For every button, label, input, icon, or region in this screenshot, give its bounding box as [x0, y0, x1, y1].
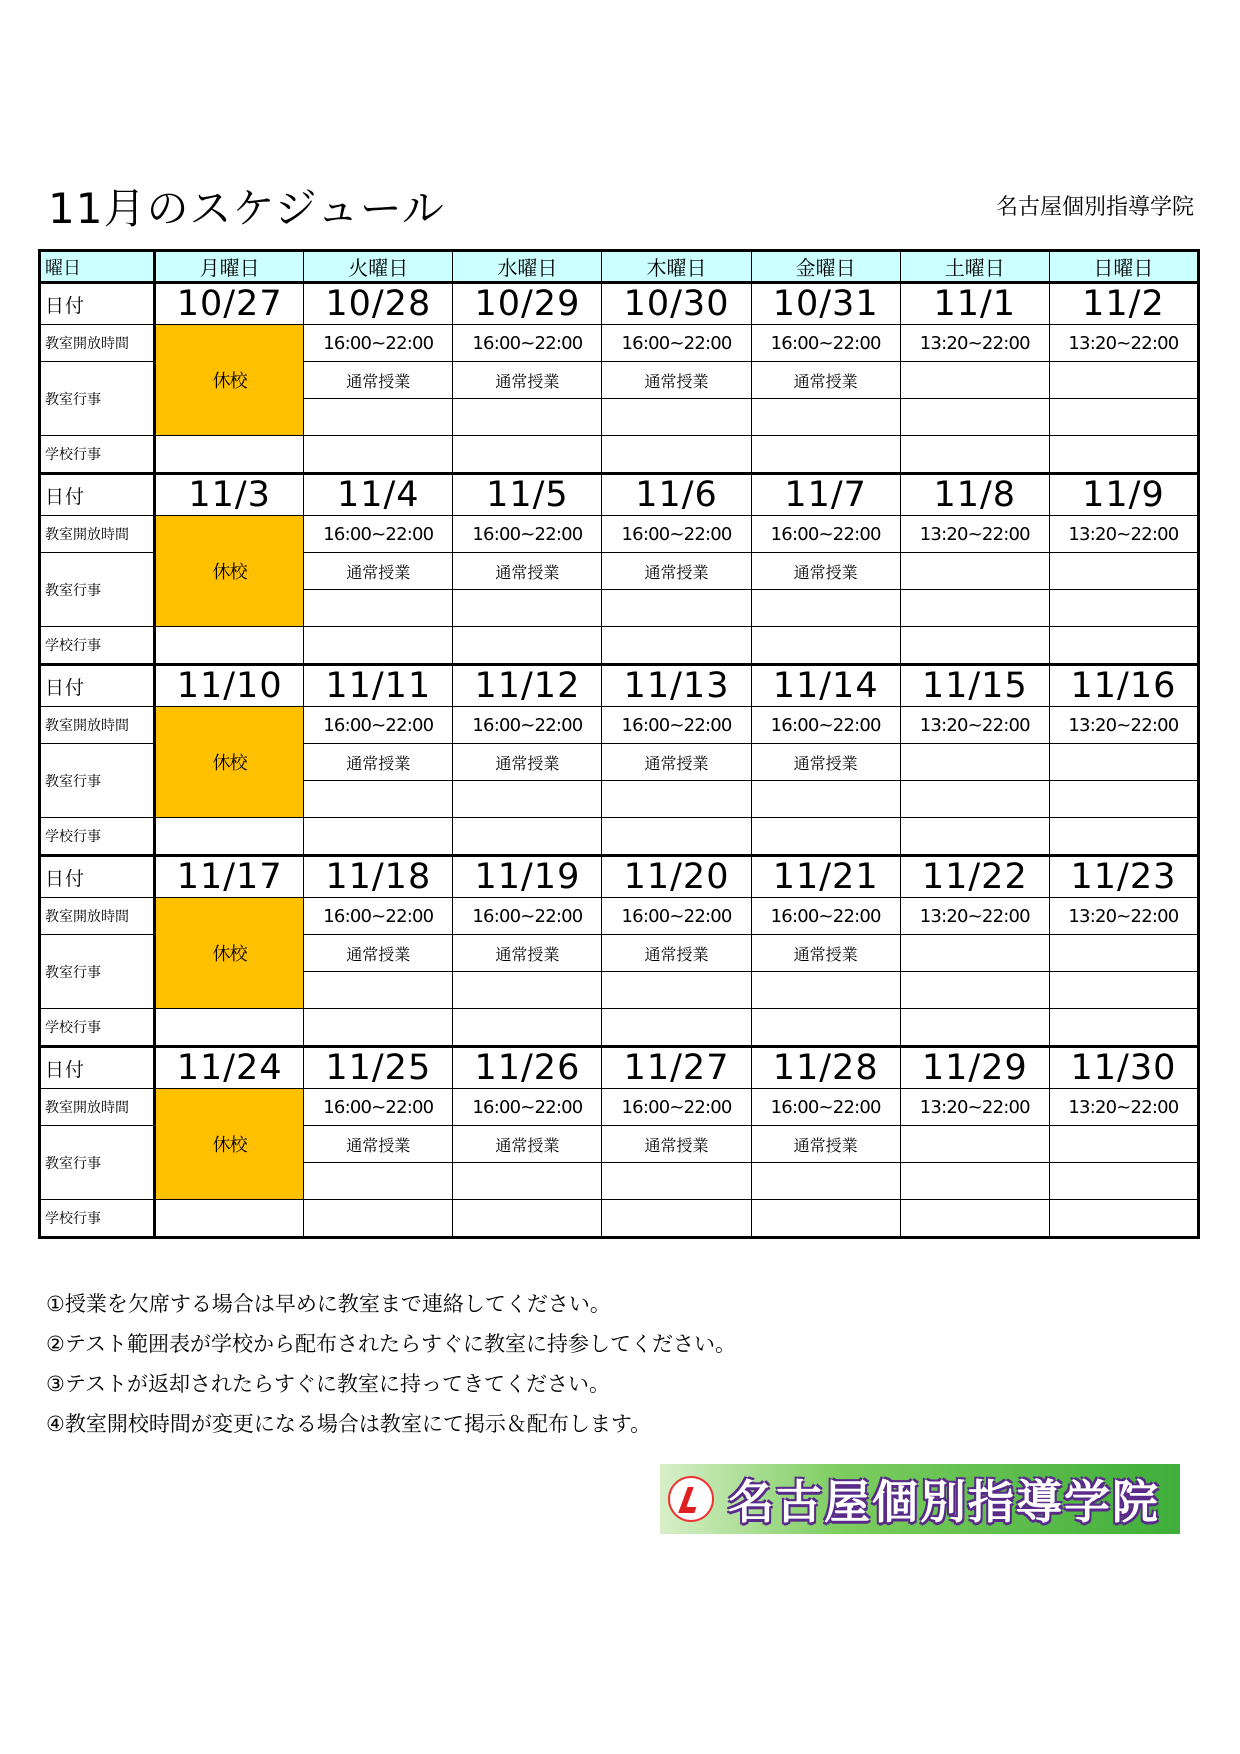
- date-cell: 11/16: [1049, 665, 1198, 707]
- school-event-cell: [751, 627, 900, 665]
- date-label: 日付: [40, 856, 155, 898]
- open-hours-cell: 13:20~22:00: [1049, 707, 1198, 744]
- school-events-label: 学校行事: [40, 436, 155, 474]
- class-events-label: 教室行事: [40, 935, 155, 1009]
- school-event-cell: [1049, 436, 1198, 474]
- closed-cell: 休校: [155, 516, 304, 627]
- open-hours-cell: 13:20~22:00: [1049, 516, 1198, 553]
- open-hours-cell: 16:00~22:00: [453, 325, 602, 362]
- school-events-row: [40, 818, 1199, 856]
- class-event-cell-blank: [453, 399, 602, 436]
- open-hours-cell: 16:00~22:00: [304, 516, 453, 553]
- date-cell: 11/11: [304, 665, 453, 707]
- class-event-cell: 通常授業: [453, 553, 602, 590]
- date-cell: 11/17: [155, 856, 304, 898]
- date-cell: 11/14: [751, 665, 900, 707]
- class-event-cell-blank: [751, 781, 900, 818]
- organization-name: 名古屋個別指導学院: [995, 195, 1194, 220]
- class-event-cell-blank: [1049, 972, 1198, 1009]
- note-item: ③テストが返却されたらすぐに教室に持ってきてください。: [46, 1372, 610, 1396]
- open-hours-cell: 16:00~22:00: [304, 1089, 453, 1126]
- open-hours-cell: 16:00~22:00: [453, 707, 602, 744]
- date-label: 日付: [40, 474, 155, 516]
- school-event-cell: [602, 436, 751, 474]
- class-event-cell-blank: [751, 1163, 900, 1200]
- date-cell: 11/5: [453, 474, 602, 516]
- open-hours-cell: 16:00~22:00: [602, 516, 751, 553]
- open-hours-cell: 16:00~22:00: [453, 1089, 602, 1126]
- note-item: ②テスト範囲表が学校から配布されたらすぐに教室に持参してください。: [46, 1332, 736, 1356]
- class-event-cell: 通常授業: [602, 744, 751, 781]
- class-event-cell: 通常授業: [751, 362, 900, 399]
- class-event-cell: [1049, 1126, 1198, 1163]
- date-cell: 11/19: [453, 856, 602, 898]
- open-hours-row: [40, 898, 1199, 935]
- open-hours-cell: 16:00~22:00: [751, 516, 900, 553]
- weekday-tue: 火曜日: [304, 251, 453, 283]
- weekday-fri: 金曜日: [751, 251, 900, 283]
- open-hours-label: 教室開放時間: [40, 1089, 155, 1126]
- school-event-cell: [900, 436, 1049, 474]
- school-event-cell: [602, 818, 751, 856]
- open-hours-label: 教室開放時間: [40, 707, 155, 744]
- school-event-cell: [1049, 1200, 1198, 1238]
- class-event-cell-blank: [602, 972, 751, 1009]
- open-hours-row: [40, 325, 1199, 362]
- class-event-cell: 通常授業: [453, 1126, 602, 1163]
- open-hours-cell: 16:00~22:00: [304, 325, 453, 362]
- notes-list: [46, 1294, 736, 1454]
- date-cell: 10/31: [751, 283, 900, 325]
- open-hours-label: 教室開放時間: [40, 325, 155, 362]
- date-cell: 11/2: [1049, 283, 1198, 325]
- date-cell: 11/7: [751, 474, 900, 516]
- class-event-cell-blank: [453, 590, 602, 627]
- weekday-thu: 木曜日: [602, 251, 751, 283]
- school-events-label: 学校行事: [40, 1009, 155, 1047]
- class-event-cell-blank: [602, 1163, 751, 1200]
- class-event-cell: [1049, 362, 1198, 399]
- date-cell: 11/24: [155, 1047, 304, 1089]
- date-cell: 10/27: [155, 283, 304, 325]
- date-row: [40, 856, 1199, 898]
- date-row: [40, 283, 1199, 325]
- class-event-cell: 通常授業: [453, 744, 602, 781]
- school-event-cell: [900, 1200, 1049, 1238]
- date-cell: 11/30: [1049, 1047, 1198, 1089]
- school-events-label: 学校行事: [40, 1200, 155, 1238]
- class-event-cell-blank: [751, 399, 900, 436]
- class-event-cell: [900, 744, 1049, 781]
- school-event-cell: [751, 1009, 900, 1047]
- school-events-row: [40, 1009, 1199, 1047]
- class-event-cell-blank: [602, 781, 751, 818]
- open-hours-cell: 13:20~22:00: [900, 707, 1049, 744]
- date-cell: 11/25: [304, 1047, 453, 1089]
- date-cell: 10/30: [602, 283, 751, 325]
- class-events-label: 教室行事: [40, 553, 155, 627]
- open-hours-cell: 16:00~22:00: [751, 898, 900, 935]
- class-event-cell-blank: [900, 1163, 1049, 1200]
- school-event-cell: [304, 627, 453, 665]
- class-event-cell: [1049, 553, 1198, 590]
- school-events-row: [40, 627, 1199, 665]
- school-event-cell: [304, 1200, 453, 1238]
- school-events-label: 学校行事: [40, 818, 155, 856]
- open-hours-cell: 16:00~22:00: [304, 898, 453, 935]
- open-hours-cell: 16:00~22:00: [751, 707, 900, 744]
- weekday-header-row: [40, 251, 1199, 283]
- school-event-cell: [155, 627, 304, 665]
- date-cell: 11/6: [602, 474, 751, 516]
- closed-cell: 休校: [155, 1089, 304, 1200]
- weekday-sun: 日曜日: [1049, 251, 1198, 283]
- school-event-cell: [304, 436, 453, 474]
- class-event-cell: [900, 935, 1049, 972]
- weekday-sat: 土曜日: [900, 251, 1049, 283]
- class-event-cell: 通常授業: [751, 1126, 900, 1163]
- date-cell: 11/13: [602, 665, 751, 707]
- school-event-cell: [1049, 1009, 1198, 1047]
- class-events-label: 教室行事: [40, 362, 155, 436]
- open-hours-row: [40, 707, 1199, 744]
- school-event-cell: [1049, 818, 1198, 856]
- class-event-cell: 通常授業: [304, 1126, 453, 1163]
- closed-cell: 休校: [155, 707, 304, 818]
- date-cell: 11/21: [751, 856, 900, 898]
- open-hours-cell: 13:20~22:00: [1049, 1089, 1198, 1126]
- date-cell: 11/9: [1049, 474, 1198, 516]
- open-hours-cell: 13:20~22:00: [900, 898, 1049, 935]
- class-event-cell-blank: [304, 1163, 453, 1200]
- open-hours-cell: 16:00~22:00: [751, 1089, 900, 1126]
- school-event-cell: [155, 818, 304, 856]
- date-cell: 11/23: [1049, 856, 1198, 898]
- weekday-mon: 月曜日: [155, 251, 304, 283]
- date-label: 日付: [40, 283, 155, 325]
- school-events-row: [40, 436, 1199, 474]
- class-event-cell: 通常授業: [453, 935, 602, 972]
- date-cell: 11/28: [751, 1047, 900, 1089]
- page-title: 11月のスケジュール: [48, 184, 445, 233]
- note-item: ①授業を欠席する場合は早めに教室まで連絡してください。: [46, 1292, 611, 1316]
- date-row: [40, 474, 1199, 516]
- date-cell: 11/4: [304, 474, 453, 516]
- class-event-cell: 通常授業: [602, 553, 751, 590]
- open-hours-cell: 16:00~22:00: [602, 325, 751, 362]
- class-event-cell: 通常授業: [304, 362, 453, 399]
- closed-cell: 休校: [155, 898, 304, 1009]
- class-event-cell: [1049, 744, 1198, 781]
- class-event-cell: 通常授業: [304, 935, 453, 972]
- school-event-cell: [751, 1200, 900, 1238]
- school-event-cell: [453, 1009, 602, 1047]
- weekday-wed: 水曜日: [453, 251, 602, 283]
- class-event-cell: 通常授業: [304, 744, 453, 781]
- school-event-cell: [453, 1200, 602, 1238]
- schedule-table: [38, 249, 1200, 1239]
- date-row: [40, 665, 1199, 707]
- school-event-cell: [304, 1009, 453, 1047]
- class-event-cell-blank: [751, 972, 900, 1009]
- school-event-cell: [751, 818, 900, 856]
- open-hours-cell: 16:00~22:00: [602, 1089, 751, 1126]
- class-event-cell: 通常授業: [751, 553, 900, 590]
- school-event-cell: [453, 818, 602, 856]
- class-event-cell-blank: [900, 590, 1049, 627]
- school-event-cell: [453, 436, 602, 474]
- open-hours-cell: 16:00~22:00: [602, 898, 751, 935]
- open-hours-cell: 16:00~22:00: [751, 325, 900, 362]
- school-event-cell: [304, 818, 453, 856]
- open-hours-label: 教室開放時間: [40, 898, 155, 935]
- class-events-label: 教室行事: [40, 1126, 155, 1200]
- note-item: ④教室開校時間が変更になる場合は教室にて掲示＆配布します。: [46, 1412, 652, 1436]
- class-event-cell-blank: [1049, 1163, 1198, 1200]
- class-event-cell: 通常授業: [751, 935, 900, 972]
- open-hours-label: 教室開放時間: [40, 516, 155, 553]
- open-hours-cell: 16:00~22:00: [304, 707, 453, 744]
- logo-text: 名古屋個別指導学院: [728, 1475, 1160, 1529]
- class-event-cell-blank: [304, 590, 453, 627]
- date-label: 日付: [40, 1047, 155, 1089]
- school-event-cell: [1049, 627, 1198, 665]
- date-cell: 10/29: [453, 283, 602, 325]
- closed-cell: 休校: [155, 325, 304, 436]
- open-hours-row: [40, 1089, 1199, 1126]
- class-event-cell: [900, 553, 1049, 590]
- date-cell: 11/15: [900, 665, 1049, 707]
- school-logo: [660, 1464, 1180, 1534]
- school-event-cell: [602, 627, 751, 665]
- class-event-cell: 通常授業: [751, 744, 900, 781]
- class-event-cell-blank: [453, 1163, 602, 1200]
- class-event-cell-blank: [453, 972, 602, 1009]
- date-cell: 11/27: [602, 1047, 751, 1089]
- class-event-cell-blank: [1049, 399, 1198, 436]
- class-event-cell-blank: [453, 781, 602, 818]
- class-event-cell-blank: [304, 399, 453, 436]
- class-event-cell-blank: [900, 781, 1049, 818]
- schedule-body: [40, 251, 1199, 1238]
- class-event-cell: 通常授業: [602, 1126, 751, 1163]
- class-event-cell: 通常授業: [602, 362, 751, 399]
- date-cell: 11/26: [453, 1047, 602, 1089]
- school-event-cell: [155, 1009, 304, 1047]
- school-events-label: 学校行事: [40, 627, 155, 665]
- date-cell: 11/18: [304, 856, 453, 898]
- school-event-cell: [602, 1009, 751, 1047]
- class-event-cell-blank: [751, 590, 900, 627]
- date-cell: 11/10: [155, 665, 304, 707]
- open-hours-cell: 16:00~22:00: [602, 707, 751, 744]
- date-cell: 11/8: [900, 474, 1049, 516]
- school-events-row: [40, 1200, 1199, 1238]
- date-cell: 11/3: [155, 474, 304, 516]
- class-events-label: 教室行事: [40, 744, 155, 818]
- class-event-cell: [900, 1126, 1049, 1163]
- school-event-cell: [900, 1009, 1049, 1047]
- school-event-cell: [751, 436, 900, 474]
- date-label: 日付: [40, 665, 155, 707]
- class-event-cell: 通常授業: [304, 553, 453, 590]
- class-event-cell: [900, 362, 1049, 399]
- school-event-cell: [453, 627, 602, 665]
- date-cell: 11/22: [900, 856, 1049, 898]
- open-hours-cell: 13:20~22:00: [900, 325, 1049, 362]
- school-event-cell: [602, 1200, 751, 1238]
- date-cell: 11/29: [900, 1047, 1049, 1089]
- logo-mark-icon: [668, 1476, 714, 1522]
- open-hours-cell: 16:00~22:00: [453, 898, 602, 935]
- weekday-label: 曜日: [40, 251, 155, 283]
- class-event-cell-blank: [304, 972, 453, 1009]
- open-hours-cell: 13:20~22:00: [900, 516, 1049, 553]
- school-event-cell: [155, 1200, 304, 1238]
- date-cell: 11/20: [602, 856, 751, 898]
- date-cell: 11/12: [453, 665, 602, 707]
- date-cell: 10/28: [304, 283, 453, 325]
- class-event-cell-blank: [602, 590, 751, 627]
- class-event-cell-blank: [602, 399, 751, 436]
- school-event-cell: [900, 627, 1049, 665]
- date-cell: 11/1: [900, 283, 1049, 325]
- class-event-cell: 通常授業: [453, 362, 602, 399]
- class-event-cell: [1049, 935, 1198, 972]
- class-event-cell-blank: [900, 972, 1049, 1009]
- school-event-cell: [900, 818, 1049, 856]
- class-event-cell-blank: [1049, 590, 1198, 627]
- open-hours-row: [40, 516, 1199, 553]
- open-hours-cell: 13:20~22:00: [1049, 325, 1198, 362]
- open-hours-cell: 16:00~22:00: [453, 516, 602, 553]
- class-event-cell-blank: [900, 399, 1049, 436]
- school-event-cell: [155, 436, 304, 474]
- open-hours-cell: 13:20~22:00: [1049, 898, 1198, 935]
- class-event-cell: 通常授業: [602, 935, 751, 972]
- open-hours-cell: 13:20~22:00: [900, 1089, 1049, 1126]
- class-event-cell-blank: [304, 781, 453, 818]
- date-row: [40, 1047, 1199, 1089]
- class-event-cell-blank: [1049, 781, 1198, 818]
